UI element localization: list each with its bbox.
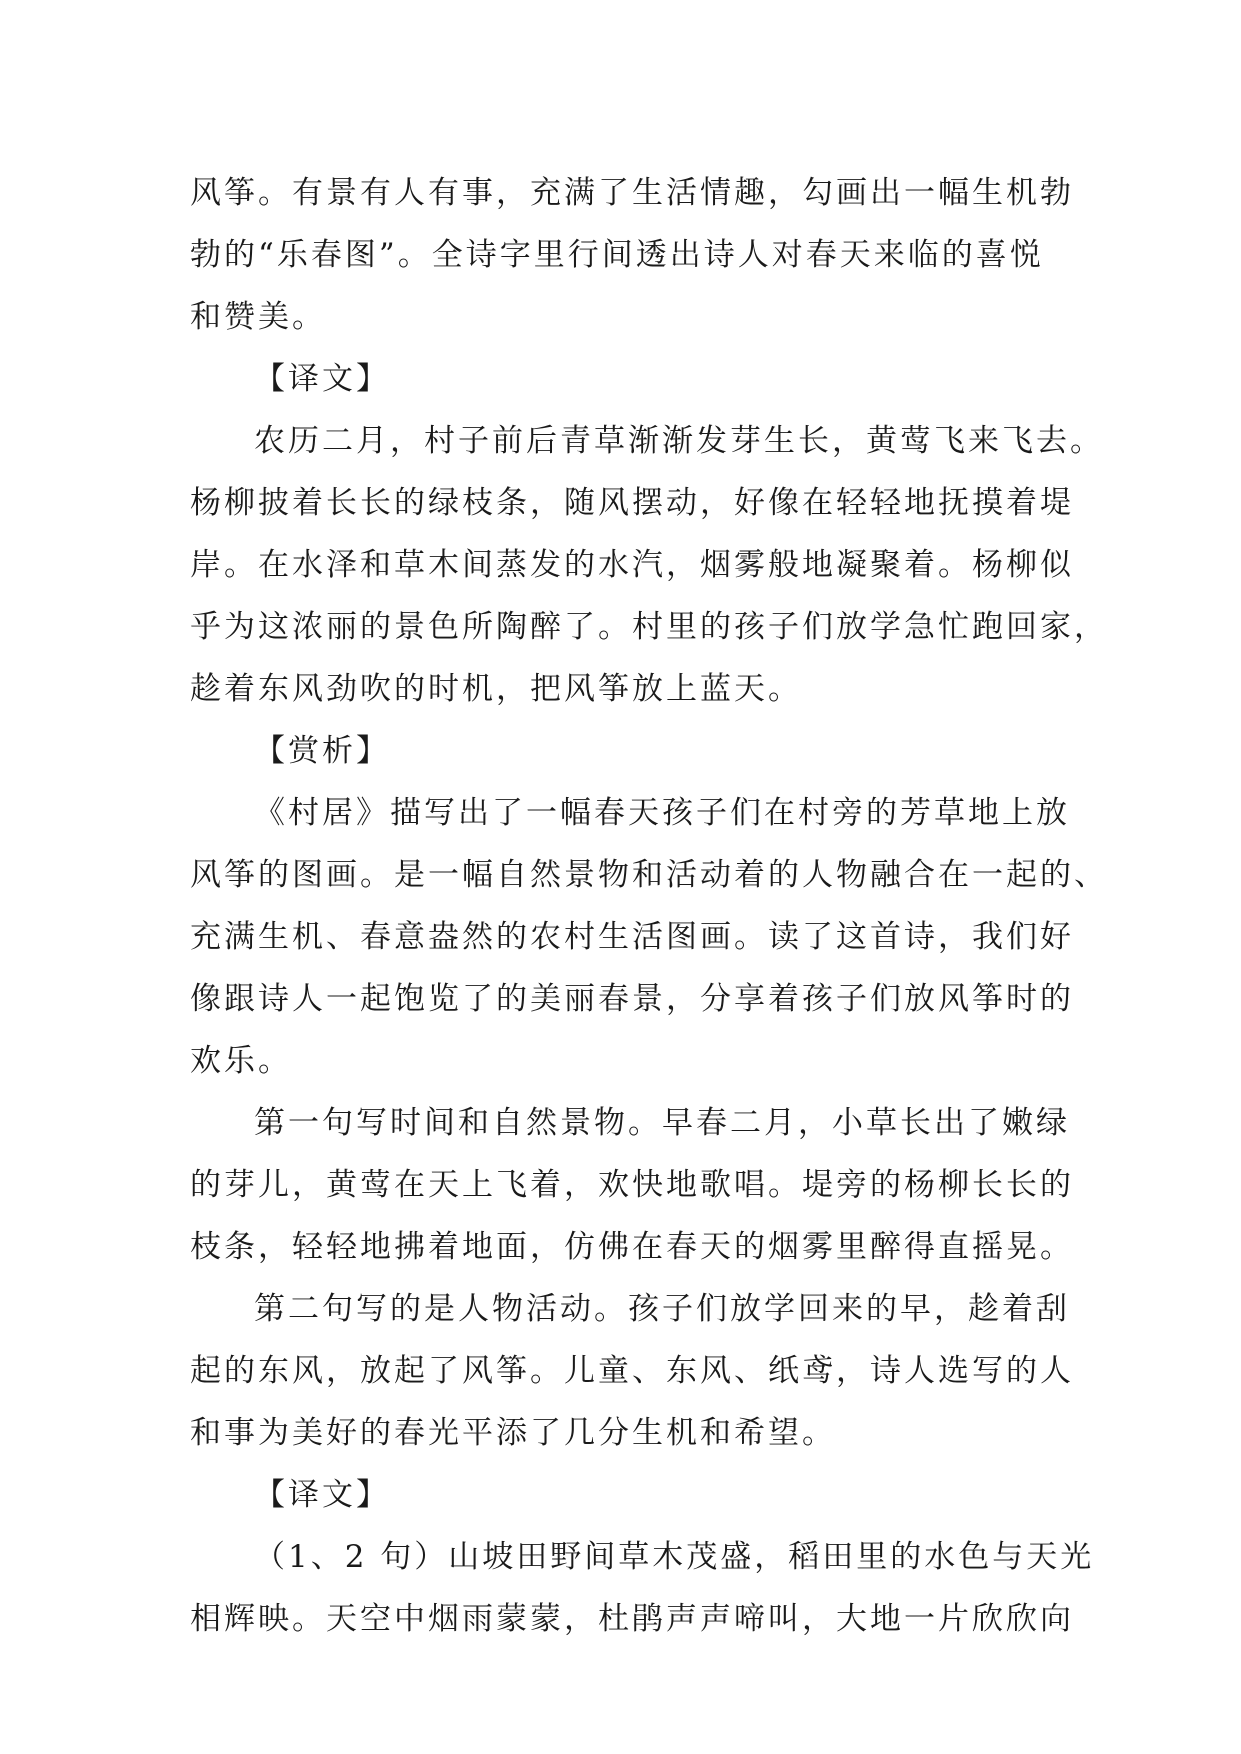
paragraph-line: 岸。在水泽和草木间蒸发的水汽，烟雾般地凝聚着。杨柳似 bbox=[190, 547, 1074, 583]
document-body bbox=[190, 162, 1108, 1650]
paragraph-line: 相辉映。天空中烟雨蒙蒙，杜鹃声声啼叫，大地一片欣欣向 bbox=[190, 1601, 1074, 1637]
paragraph-line: 枝条，轻轻地拂着地面，仿佛在春天的烟雾里醉得直摇晃。 bbox=[190, 1229, 1074, 1265]
section-heading-appreciation: 【赏析】 bbox=[254, 733, 390, 769]
paragraph-line: 《村居》描写出了一幅春天孩子们在村旁的芳草地上放 bbox=[254, 795, 1070, 831]
paragraph-line: 和事为美好的春光平添了几分生机和希望。 bbox=[190, 1415, 836, 1451]
paragraph-line: 起的东风，放起了风筝。儿童、东风、纸鸢，诗人选写的人 bbox=[190, 1353, 1074, 1389]
paragraph-line: 风筝的图画。是一幅自然景物和活动着的人物融合在一起的、 bbox=[190, 857, 1108, 893]
paragraph-line: 的芽儿，黄莺在天上飞着，欢快地歌唱。堤旁的杨柳长长的 bbox=[190, 1167, 1074, 1203]
paragraph-line: 农历二月，村子前后青草渐渐发芽生长，黄莺飞来飞去。 bbox=[254, 423, 1104, 459]
paragraph-line: 第一句写时间和自然景物。早春二月，小草长出了嫩绿 bbox=[254, 1105, 1070, 1141]
paragraph-line: 和赞美。 bbox=[190, 299, 326, 335]
paragraph-line: （1、2 句）山坡田野间草木茂盛，稻田里的水色与天光 bbox=[254, 1539, 1095, 1575]
paragraph-line: 像跟诗人一起饱览了的美丽春景，分享着孩子们放风筝时的 bbox=[190, 981, 1074, 1017]
paragraph-line: 欢乐。 bbox=[190, 1043, 292, 1079]
paragraph-line: 乎为这浓丽的景色所陶醉了。村里的孩子们放学急忙跑回家， bbox=[190, 609, 1108, 645]
paragraph-line: 第二句写的是人物活动。孩子们放学回来的早，趁着刮 bbox=[254, 1291, 1070, 1327]
section-heading-translation: 【译文】 bbox=[254, 1477, 390, 1513]
paragraph-line: 风筝。有景有人有事，充满了生活情趣，勾画出一幅生机勃 bbox=[190, 175, 1074, 211]
section-heading-translation: 【译文】 bbox=[254, 361, 390, 397]
paragraph-line: 充满生机、春意盎然的农村生活图画。读了这首诗，我们好 bbox=[190, 919, 1074, 955]
paragraph-line: 趁着东风劲吹的时机，把风筝放上蓝天。 bbox=[190, 671, 802, 707]
paragraph-line: 杨柳披着长长的绿枝条，随风摆动，好像在轻轻地抚摸着堤 bbox=[190, 485, 1074, 521]
paragraph-line: 勃的“乐春图”。全诗字里行间透出诗人对春天来临的喜悦 bbox=[190, 237, 1044, 273]
